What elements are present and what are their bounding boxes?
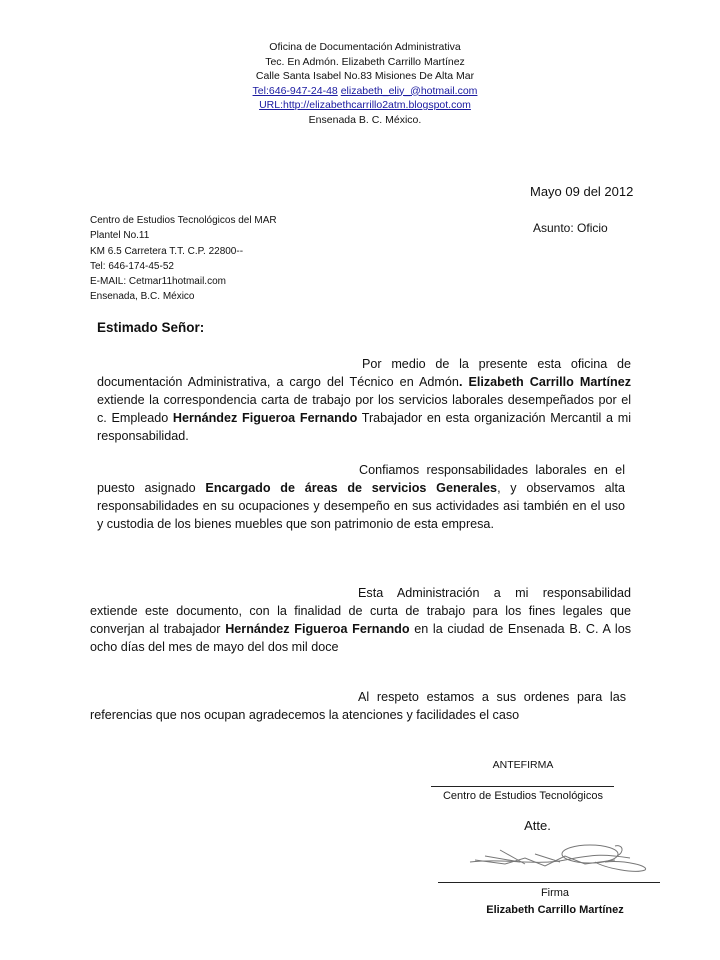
- text: , y observamos alta responsabilidades en su ocupaciones y desempeño en sus actividades asi también en el uso y custodia de los bienes muebles que son patrimonio de esta empresa.: [97, 481, 625, 531]
- paragraph-2: [97, 461, 625, 533]
- paragraph-1: [97, 355, 631, 445]
- recipient-line: Tel: 646-174-45-52: [90, 260, 174, 272]
- letter-date: Mayo 09 del 2012: [530, 184, 634, 199]
- email-link[interactable]: elizabeth_eliy_@hotmail.com: [340, 84, 478, 97]
- sender-address: Calle Santa Isabel No.83 Misiones De Alta Mar: [255, 70, 475, 82]
- antefirma-label: ANTEFIRMA: [492, 759, 554, 771]
- paragraph-3: [90, 584, 631, 656]
- sender-name: Tec. En Admón. Elizabeth Carrillo Martínez: [265, 55, 465, 68]
- letterhead: [200, 40, 530, 127]
- url-link[interactable]: URL:http://elizabethcarrillo2atm.blogspot.com: [259, 99, 471, 111]
- handwritten-signature: [465, 840, 655, 876]
- text: Confiamos responsabilidades laborales en el puesto asignado: [97, 463, 625, 495]
- letter-subject: Asunto: Oficio: [533, 221, 608, 235]
- text: Esta Administración a mi responsabilidad extiende este documento, con la finalidad de curta de trabajo para los fines legales que converjan al trabajador: [90, 586, 631, 636]
- signature-line: [438, 882, 660, 883]
- bold-text: Hernández Figueroa Fernando: [172, 411, 358, 425]
- greeting: Estimado Señor:: [97, 320, 205, 335]
- text: en la ciudad de Ensenada B. C. A los ocho días del mes de mayo del dos mil doce: [90, 622, 632, 654]
- sender-city: Ensenada B. C. México.: [308, 113, 422, 126]
- antefirma-line: [431, 786, 614, 787]
- bold-text: Hernández Figueroa Fernando: [225, 622, 410, 636]
- bold-text: . Elizabeth Carrillo Martínez: [458, 375, 631, 389]
- text: Trabajador en esta organización Mercantil a mi responsabilidad.: [97, 411, 631, 443]
- phone-link[interactable]: Tel:646-947-24-48: [252, 84, 338, 97]
- signer-name: Elizabeth Carrillo Martínez: [486, 904, 624, 916]
- recipient-line: E-MAIL: Cetmar11hotmail.com: [90, 276, 226, 288]
- recipient-line: Plantel No.11: [90, 230, 150, 242]
- text: extiende la correspondencia carta de trabajo por los servicios laborales desempeñados por el c. Empleado: [97, 393, 631, 425]
- firma-label: Firma: [540, 887, 570, 899]
- bold-text: Encargado de áreas de servicios Generales: [205, 481, 498, 495]
- paragraph-4: Al respeto estamos a sus ordenes para las referencias que nos ocupan agradecemos la atenciones y facilidades el caso: [90, 690, 626, 722]
- office-name: Oficina de Documentación Administrativa: [269, 41, 461, 53]
- recipient-line: Ensenada, B.C. México: [90, 291, 195, 303]
- recipient-line: KM 6.5 Carretera T.T. C.P. 22800--: [90, 245, 244, 257]
- recipient-block: [90, 213, 277, 305]
- recipient-line: Centro de Estudios Tecnológicos del MAR: [90, 215, 277, 226]
- atte-label: Atte.: [524, 818, 551, 833]
- institution-label: Centro de Estudios Tecnológicos: [442, 790, 603, 802]
- text: Por medio de la presente esta oficina de documentación Administrativa, a cargo del Técnico en Admón: [97, 357, 631, 389]
